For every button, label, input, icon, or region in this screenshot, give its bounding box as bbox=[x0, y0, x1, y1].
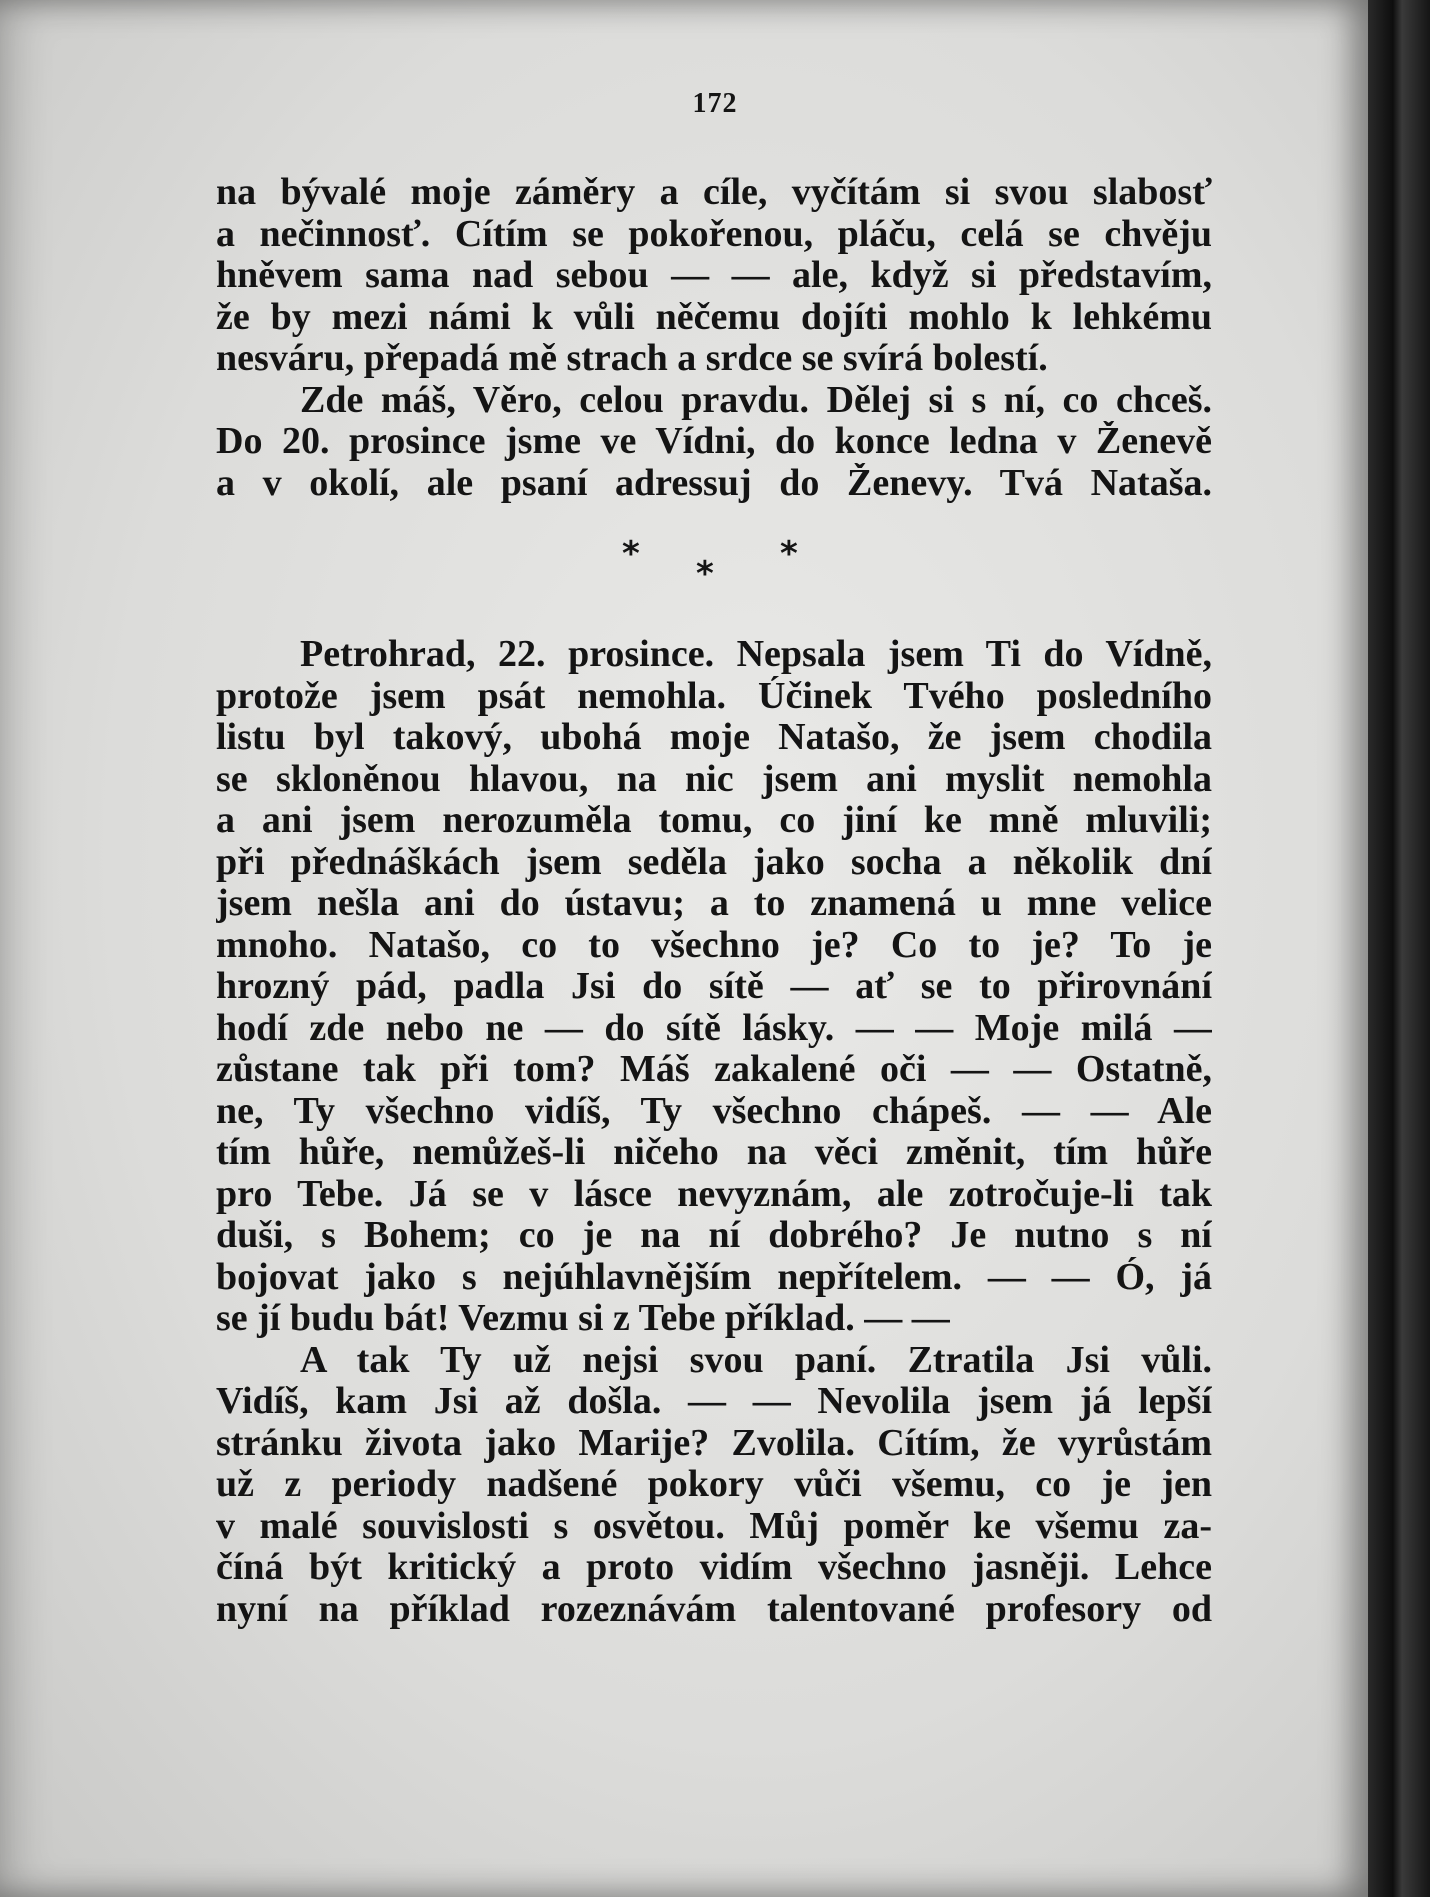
text-line: protože jsem psát nemohla. Účinek Tvého posledního bbox=[216, 675, 1212, 717]
text-line: Vidíš, kam Jsi až došla. — — Nevolila jsem já lepší bbox=[216, 1381, 1212, 1422]
text-line: že by mezi námi k vůli něčemu dojíti mohlo k lehkému bbox=[216, 296, 1212, 338]
text-line: tím hůře, nemůžeš-li ničeho na věci změnit, tím hůře bbox=[216, 1132, 1212, 1173]
asterisk: * bbox=[780, 534, 798, 574]
text-line: mnoho. Natašo, co to všechno je? Co to je? To je bbox=[216, 924, 1212, 966]
text-line: se skloněnou hlavou, na nic jsem ani myslit nemohla bbox=[216, 758, 1212, 800]
letter-ending-paragraphs bbox=[216, 172, 1212, 504]
text-line: zůstane tak při tom? Máš zakalené oči — — Ostatně, bbox=[216, 1049, 1212, 1090]
text-line: bojovat jako s nejúhlavnějším nepřítelem. — — Ó, já bbox=[216, 1256, 1212, 1298]
page-number: 172 bbox=[692, 88, 738, 119]
text-line: se jí budu bát! Vezmu si z Tebe příklad. — — bbox=[216, 1298, 950, 1339]
text-line: hrozný pád, padla Jsi do sítě — ať se to přirovnání bbox=[216, 966, 1212, 1007]
asterisk: * bbox=[622, 534, 640, 574]
text-line: jsem nešla ani do ústavu; a to znamená u mne velice bbox=[216, 883, 1212, 924]
text-line: pro Tebe. Já se v lásce nevyznám, ale zotročuje-li tak bbox=[216, 1173, 1212, 1215]
text-line: číná být kritický a proto vidím všechno jasněji. Lehce bbox=[216, 1547, 1212, 1588]
text-line: a ani jsem nerozuměla tomu, co jiní ke mně mluvili; bbox=[216, 800, 1212, 841]
text-line: stránku života jako Marije? Zvolila. Cítím, že vyrůstám bbox=[216, 1422, 1212, 1464]
text-line: duši, s Bohem; co je na ní dobrého? Je nutno s ní bbox=[216, 1215, 1212, 1256]
text-line: nesváru, přepadá mě strach a srdce se svírá bolestí. bbox=[216, 338, 1048, 379]
text-line-signature: a v okolí, ale psaní adressuj do Ženevy. Tvá Nataša. bbox=[216, 462, 1212, 504]
text-line: při přednáškách jsem seděla jako socha a několik dní bbox=[216, 841, 1212, 883]
book-spine-edge bbox=[1368, 0, 1430, 1897]
text-line: a nečinnosť. Cítím se pokořenou, pláču, celá se chvěju bbox=[216, 213, 1212, 255]
text-line: A tak Ty už nejsi svou paní. Ztratila Jsi vůli. bbox=[300, 1339, 1212, 1381]
asterisk: * bbox=[696, 554, 714, 594]
text-line: listu byl takový, ubohá moje Natašo, že jsem chodila bbox=[216, 717, 1212, 758]
text-line: Do 20. prosince jsme ve Vídni, do konce ledna v Ženevě bbox=[216, 421, 1212, 462]
text-line: na bývalé moje záměry a cíle, vyčítám si svou slabosť bbox=[216, 172, 1212, 213]
text-line: hodí zde nebo ne — do sítě lásky. — — Moje milá — bbox=[216, 1007, 1212, 1049]
text-line: už z periody nadšené pokory vůči všemu, co je jen bbox=[216, 1464, 1212, 1505]
text-line: nyní na příklad rozeznávám talentované profesory od bbox=[216, 1588, 1212, 1630]
next-letter-paragraphs bbox=[216, 634, 1212, 1630]
text-line: Zde máš, Věro, celou pravdu. Dělej si s ní, co chceš. bbox=[300, 379, 1212, 421]
text-line: ne, Ty všechno vidíš, Ty všechno chápeš. — — Ale bbox=[216, 1090, 1212, 1132]
section-separator-asterisks bbox=[0, 534, 1430, 594]
text-line: Petrohrad, 22. prosince. Nepsala jsem Ti do Vídně, bbox=[300, 634, 1212, 675]
text-line: hněvem sama nad sebou — — ale, když si představím, bbox=[216, 255, 1212, 296]
text-line: v malé souvislosti s osvětou. Můj poměr ke všemu za- bbox=[216, 1505, 1212, 1547]
